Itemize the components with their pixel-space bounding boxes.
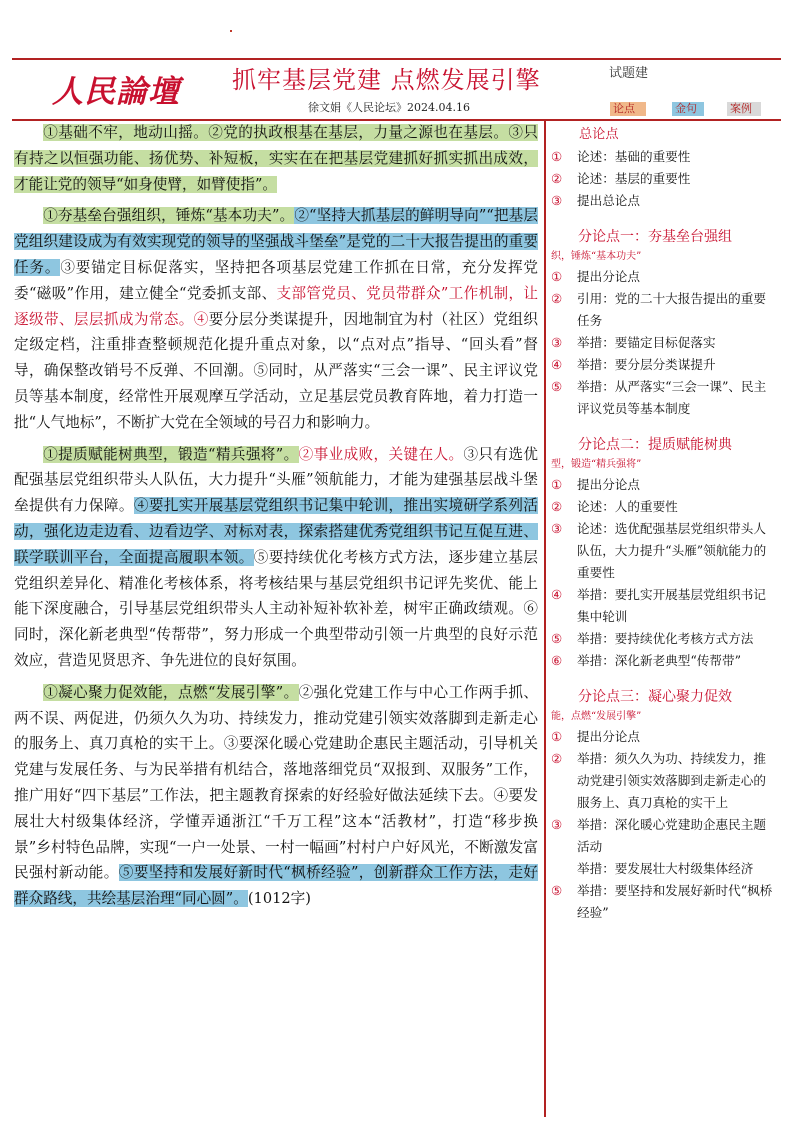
section-subtitle: 能，点燃“发展引擎” [551, 711, 642, 722]
item-text: 提出分论点 [577, 269, 640, 284]
annotation-item [551, 858, 773, 880]
annotation-item [551, 332, 773, 354]
annotation-item [551, 266, 773, 288]
section-subtitle: 型，锻造“精兵强将” [551, 459, 642, 470]
thesis-highlight: ①夯基垒台强组织，锤炼“基本功夫”。 [43, 207, 295, 225]
item-number: ② [551, 171, 563, 186]
annotation-item [551, 584, 773, 628]
red-text: ②事业成败，关键在人。 [298, 445, 464, 463]
body-text: ②强化党建工作与中心工作两手抓、两不误、两促进，仍须久久为功、持续发力，推动党建引领实效落脚到走新走心的服务上、真刀真枪的实干上。③要深化暖心党建助企惠民主题活动，引导机关党建与发展任务、与为民举措有机结合，落地落细党员“双报到、双服务”工作，推广用好“四下基层”工作法，把主题教育探索的好经验好做法延续下去。④要发展壮大村级集体经济，学懂弄通浙江“千万工程”这本“活教材”，打造“移步换景”乡村特色品牌，实现“一户一处景、一村一幅画”村村户户好风光，不断激发富民强村新动能。 [14, 683, 538, 882]
item-text: 提出分论点 [577, 729, 640, 744]
annotation-item [551, 814, 773, 858]
annotation-item [551, 146, 773, 168]
legend-case: 案例 [727, 102, 761, 116]
quote-highlight: ⑤要坚持和发展好新时代“枫桥经验”，创新群众工作方法，走好群众路线，共绘基层治理“同心圆”。 [14, 864, 538, 908]
annotation-item [551, 748, 773, 814]
page-title: 抓牢基层党建 点燃发展引擎 [232, 66, 541, 94]
body-text: (1012字) [247, 890, 311, 908]
article-paragraph [14, 442, 538, 674]
item-number: ⑤ [551, 883, 563, 898]
item-text: 举措：要发展壮大村级集体经济 [577, 861, 754, 876]
item-text: 引用：党的二十大报告提出的重要任务 [577, 291, 766, 328]
overall-thesis-title: 总论点 [579, 127, 619, 142]
annotation-item [551, 726, 773, 748]
legend-quote: 金句 [672, 102, 704, 116]
item-number: ① [551, 729, 563, 744]
item-number: ② [551, 291, 563, 306]
item-text: 提出分论点 [577, 477, 640, 492]
column-divider [544, 119, 546, 1117]
article-body [14, 120, 538, 918]
annotation-item [551, 628, 773, 650]
body-text: ③只有选优配强基层党组织带头人队伍，大力提升“头雁”领航能力，才能为建强基层战斗堡垒提供有力保障。 [14, 445, 538, 515]
top-dot [230, 30, 232, 32]
spacer [551, 420, 773, 434]
item-text: 举措：要扎实开展基层党组织书记集中轮训 [577, 587, 766, 624]
quote-highlight: ④要扎实开展基层党组织书记集中轮训，推出实境研学系列活动，强化边走边看、边看边学、对标对表，探索搭建优秀党组织书记互促互进、联学联训平台，全面提高履职本领。 [14, 497, 538, 566]
item-number: ② [551, 751, 563, 766]
spacer [551, 212, 773, 226]
thesis-highlight: ①凝心聚力促效能，点燃“发展引擎”。 [43, 683, 299, 701]
body-text: ⑤要持续优化考核方式方法，逐步建立基层党组织差异化、精准化考核体系，将考核结果与基层党组织书记评先奖优、能上能下深度融合，引导基层党组织带头人主动补短补软补差，树牢正确政绩观。⑥同时，深化新老典型“传帮带”，努力形成一个典型带动引领一片典型的良好示范效应，营造见贤思齐、争先进位的良好氛围。 [14, 548, 538, 669]
thesis-highlight: ①提质赋能树典型，锻造“精兵强将”。 [43, 445, 299, 463]
annotation-item [551, 190, 773, 212]
thesis-highlight: ①基础不牢，地动山摇。②党的执政根基在基层，力量之源也在基层。③只有持之以恒强功能、扬优势、补短板，实实在在把基层党建抓好抓实抓出成效，才能让党的领导“如身使臂，如臂使指”。 [14, 124, 538, 193]
item-number: ④ [551, 587, 563, 602]
item-text: 举措：要坚持和发展好新时代“枫桥经验” [577, 883, 773, 920]
legend-thesis: 论点 [610, 102, 646, 116]
item-text: 举措：从严落实“三会一课”、民主评议党员等基本制度 [577, 379, 767, 416]
item-text: 举措：深化新老典型“传帮带” [577, 653, 742, 668]
item-number: ② [551, 499, 563, 514]
article-paragraph [14, 680, 538, 912]
annotation-item [551, 518, 773, 584]
item-number: ① [551, 269, 563, 284]
annotation-item [551, 474, 773, 496]
item-text: 论述：人的重要性 [577, 499, 678, 514]
annotation-item [551, 880, 773, 924]
item-text: 论述：基层的重要性 [577, 171, 691, 186]
item-text: 举措：要锚定目标促落实 [577, 335, 716, 350]
quote-highlight: ②“坚持大抓基层的鲜明导向”“把基层党组织建设成为有效实现党的领导的坚强战斗堡垒”是党的二十大报告提出的重要任务。 [14, 207, 538, 276]
item-text: 举措：要持续优化考核方式方法 [577, 631, 754, 646]
byline: 徐文娟《人民论坛》2024.04.16 [308, 101, 470, 114]
item-number: ① [551, 149, 563, 164]
item-number: ③ [551, 193, 563, 208]
annotation-item [551, 168, 773, 190]
section-subtitle: 织，锤炼“基本功夫” [551, 251, 642, 262]
article-paragraph [14, 120, 538, 197]
red-text: 支部管党员、党员带群众”工作机制，让逐级带、层层抓成为常态。④ [14, 284, 538, 328]
section-title: 分论点二：提质赋能树典 [578, 437, 732, 453]
section-title: 分论点一：夯基垒台强组 [578, 229, 732, 245]
item-number: ③ [551, 521, 563, 536]
annotation-item [551, 354, 773, 376]
annotation-item [551, 496, 773, 518]
item-number: ③ [551, 335, 563, 350]
item-number: ⑥ [551, 653, 563, 668]
item-number: ① [551, 477, 563, 492]
annotation-item [551, 650, 773, 672]
article-paragraph [14, 203, 538, 435]
annotation-column [551, 124, 773, 924]
item-text: 举措：要分层分类谋提升 [577, 357, 716, 372]
item-text: 论述：基础的重要性 [577, 149, 691, 164]
item-text: 举措：深化暖心党建助企惠民主题活动 [577, 817, 766, 854]
stamp-label: 试题建 [609, 66, 649, 81]
spacer [551, 672, 773, 686]
annotation-item [551, 376, 773, 420]
section-title: 分论点三：凝心聚力促效 [578, 689, 732, 705]
logo: 人民論壇 [52, 74, 180, 110]
item-number: ③ [551, 817, 563, 832]
item-number: ⑤ [551, 379, 563, 394]
item-text: 提出总论点 [577, 193, 640, 208]
item-number: ⑤ [551, 631, 563, 646]
item-text: 举措：须久久为功、持续发力，推动党建引领实效落脚到走新走心的服务上、真刀真枪的实干上 [577, 751, 766, 810]
body-text: ③要锚定目标促落实，坚持把各项基层党建工作抓在日常，充分发挥党委“磁吸”作用，建立健全“党委抓支部、 [14, 258, 538, 302]
item-text: 论述：选优配强基层党组织带头人队伍，大力提升“头雁”领航能力的重要性 [577, 521, 767, 580]
annotation-item [551, 288, 773, 332]
body-text: 要分层分类谋提升，因地制宜为村（社区）党组织定级定档，注重排查整顿规范化提升重点对象，以“点对点”指导、“回头看”督导，确保整改销号不反弹、不回潮。⑤同时，从严落实“三会一课”、民主评议党员等基本制度，经常性开展观摩互学活动，立足基层党员教育阵地，着力打造一批“人气地标”，不断扩大党在全领域的号召力和影响力。 [14, 310, 538, 431]
item-number: ④ [551, 357, 563, 372]
